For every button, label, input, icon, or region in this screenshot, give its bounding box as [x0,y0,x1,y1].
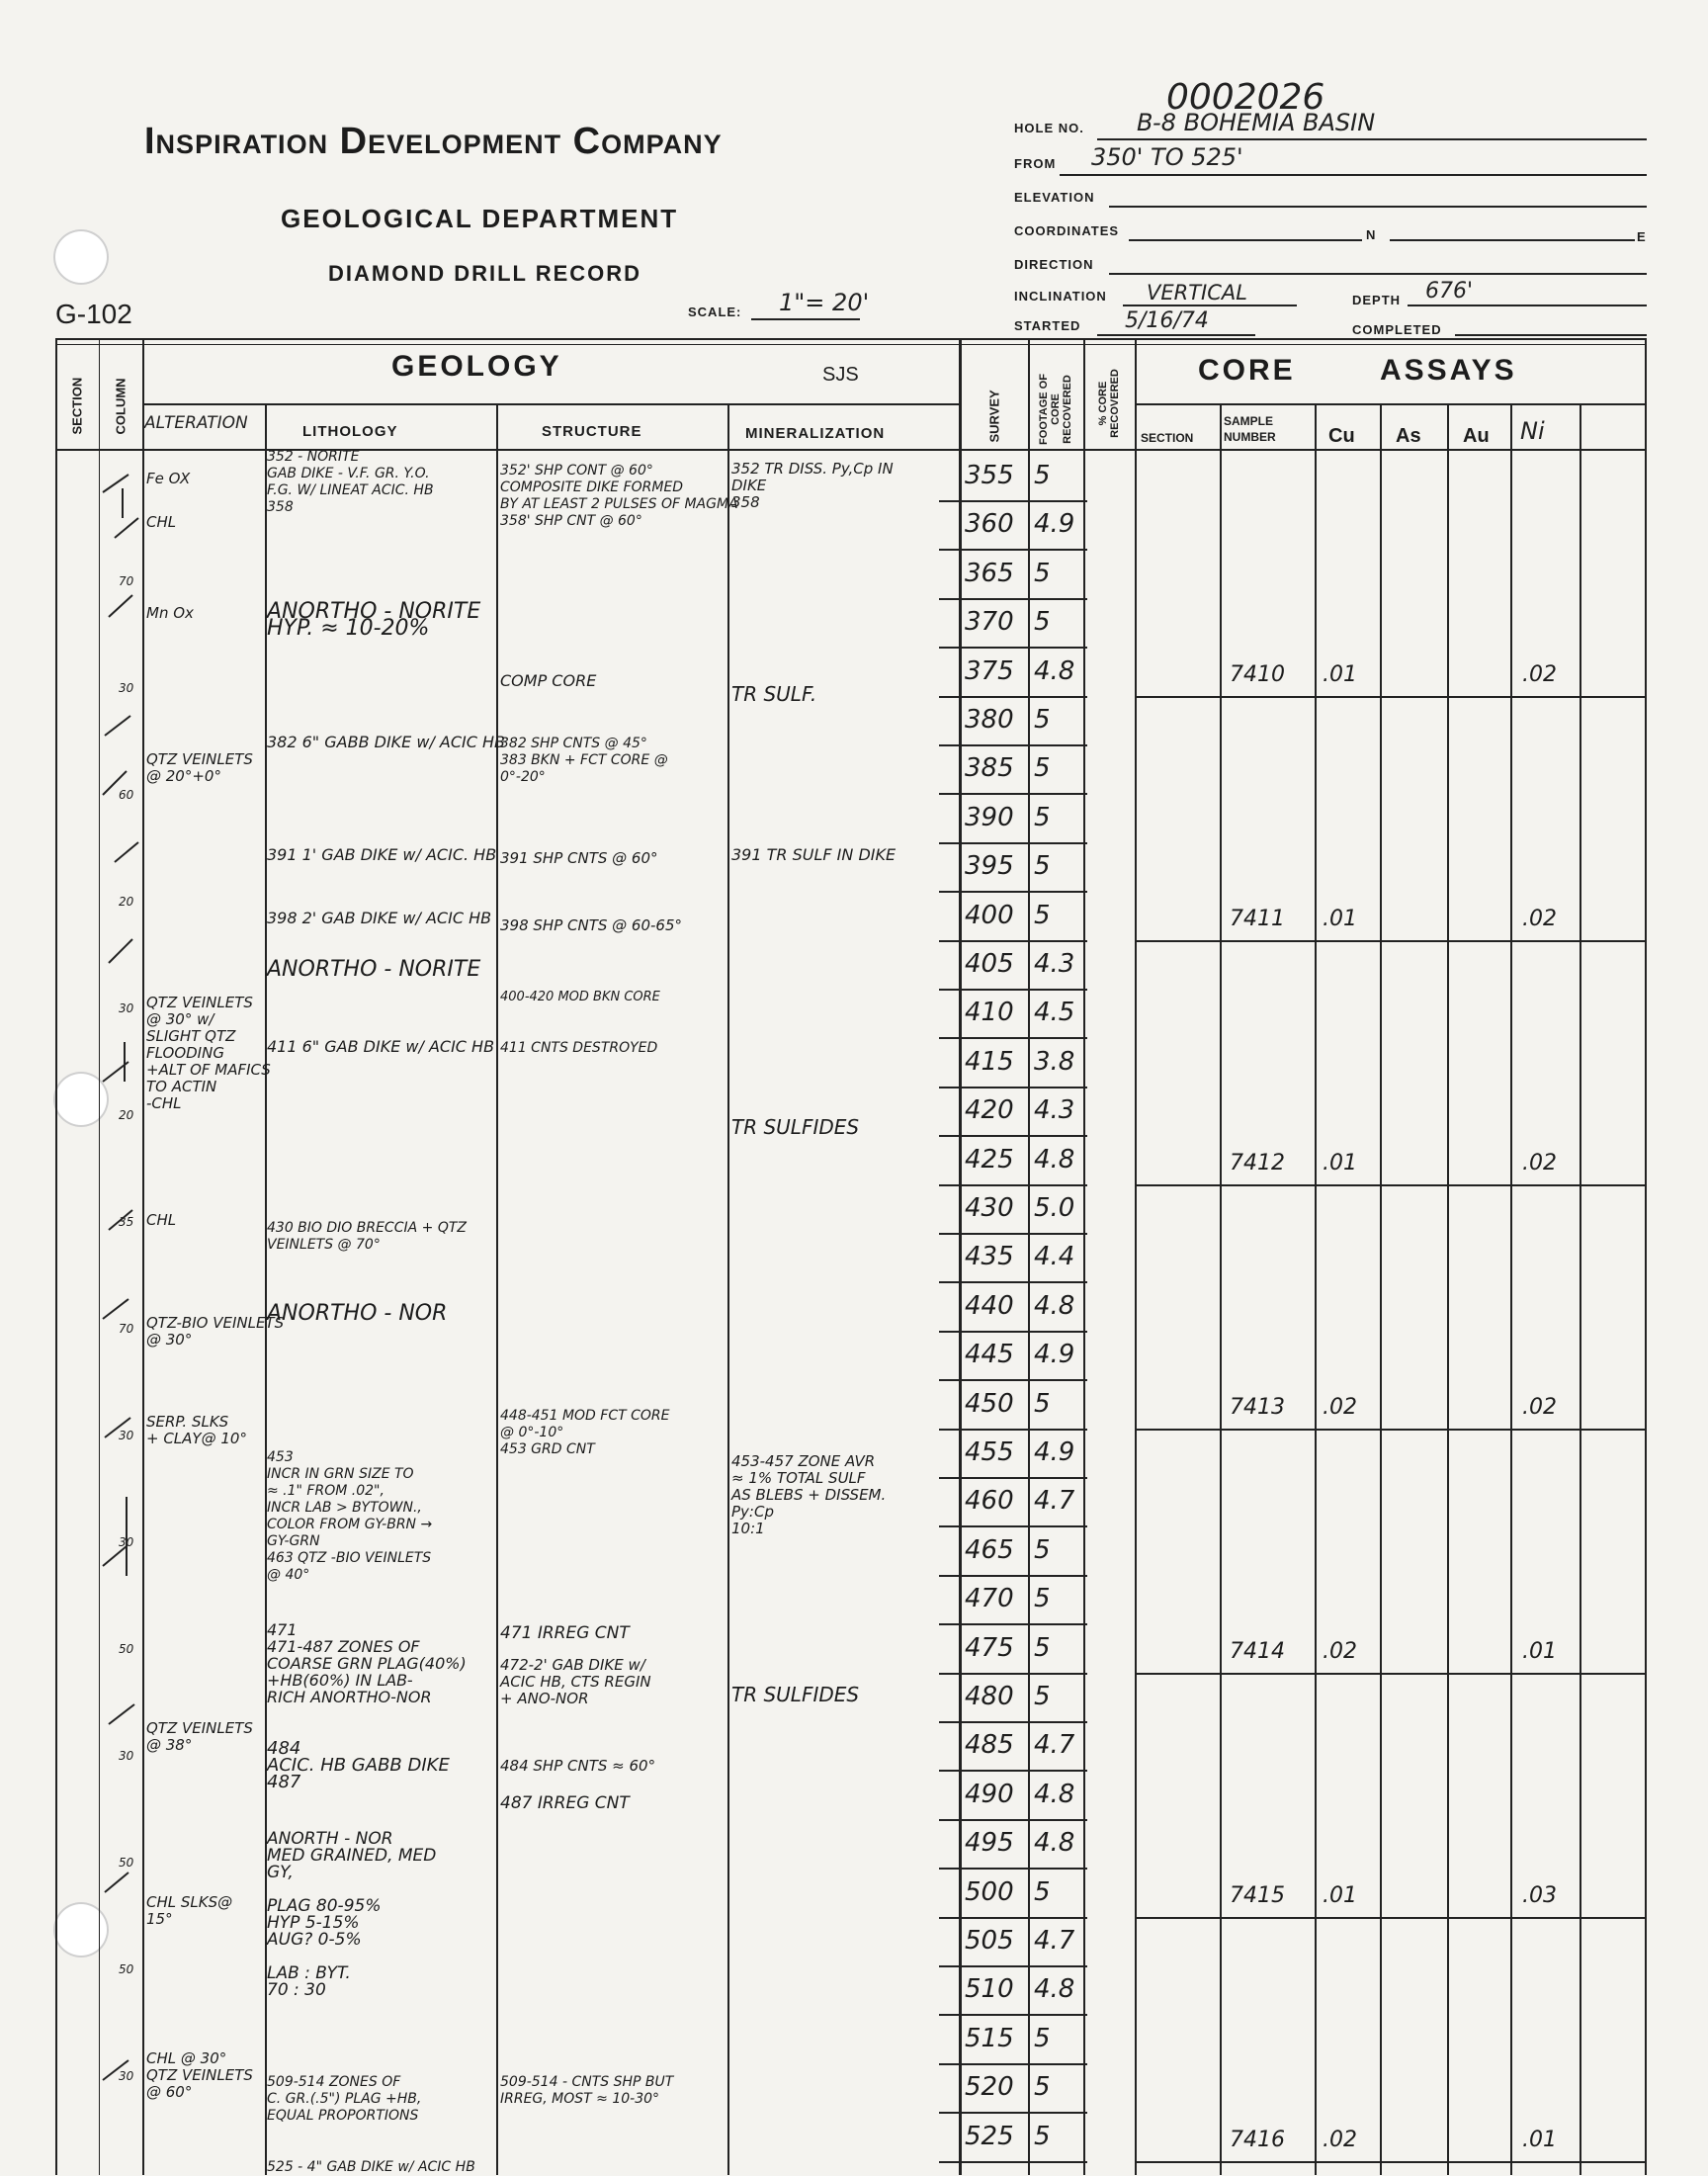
coordinates-label: COORDINATES [1014,223,1120,238]
row-line [939,1037,1087,1039]
assay-cu: .01 [1323,906,1357,931]
lithology-note: 484 ACIC. HB GABB DIKE 487 [267,1738,450,1792]
assay-row-line [1135,940,1645,942]
survey-depth: 385 [965,753,1014,784]
structure-note: 484 SHP CNTS ≈ 60° [500,1757,656,1775]
lithology-note: ANORTH - NOR MED GRAINED, MED GY, PLAG 80-95% HYP 5-15% AUG? 0-5% LAB : BYT. 70 : 30 [267,1829,437,2000]
inclination-label: INCLINATION [1014,289,1107,304]
survey-depth: 485 [965,1730,1014,1761]
direction-label: DIRECTION [1014,257,1094,272]
assay-cu: .01 [1323,1150,1357,1175]
row-line [939,1525,1087,1527]
survey-depth: 510 [965,1974,1014,2005]
row-line [939,2161,1087,2163]
column-dip: 30 [119,1001,134,1015]
column-dip: 30 [119,1429,134,1442]
core-recovered: 4.8 [1034,1290,1075,1321]
mineralization-note: 453-457 ZONE AVR ≈ 1% TOTAL SULF AS BLEBS + DISSEM. Py:Cp 10:1 [731,1452,887,1537]
ni-header: Ni [1520,417,1545,445]
core-recovered: 5 [1034,1534,1051,1565]
row-line [939,1770,1087,1772]
core-recovered: 4.9 [1034,1437,1075,1467]
n-label: N [1366,227,1377,242]
survey-depth: 355 [965,461,1014,490]
cu-header: Cu [1328,425,1355,447]
core-recovered: 5 [1034,1584,1051,1614]
alteration-note: Mn Ox [146,604,194,622]
stamp-number: 0002026 [1166,77,1325,118]
row-line [939,2014,1087,2016]
assay-row-line [1135,2161,1645,2163]
corner-code: G-102 [55,299,132,329]
survey-depth: 495 [965,1828,1014,1859]
row-line [939,696,1087,698]
lithology-note: ANORTHO - NORITE [267,957,481,982]
row-line [939,842,1087,844]
core-recovered: 4.8 [1034,655,1075,686]
column-dip: 50 [119,1856,134,1870]
column-dip: 30 [119,681,134,695]
core-recovered: 5 [1034,900,1051,930]
alteration-note: QTZ-BIO VEINLETS @ 30° [146,1314,285,1349]
survey-depth: 415 [965,1046,1014,1077]
row-line [939,598,1087,600]
row-line [939,1623,1087,1625]
mineralization-note: 352 TR DISS. Py,Cp IN DIKE 358 [731,460,894,511]
mineralization-note: TR SULF. [731,682,817,706]
lithology-note: 430 BIO DIO BRECCIA + QTZ VEINLETS @ 70° [267,1220,467,1253]
row-line [939,500,1087,502]
assay-ni: .01 [1522,1638,1557,1664]
row-line [939,940,1087,942]
assay-section-header: SECTION [1141,431,1194,445]
core-recovered: 5.0 [1034,1193,1075,1223]
core-recovered: 4.7 [1034,1486,1075,1517]
survey-depth: 460 [965,1486,1014,1517]
survey-depth: 435 [965,1242,1014,1272]
core-recovered: 4.8 [1034,1779,1075,1809]
lithology-note: 525 - 4" GAB DIKE w/ ACIC HB [267,2159,475,2175]
pct-recovered-header: % CORE RECOVERED [1097,369,1121,438]
lithology-note: ANORTHO - NORITE HYP. ≈ 10-20% [267,599,481,641]
survey-depth: 375 [965,655,1014,686]
assay-sample: 7413 [1230,1394,1285,1420]
row-line [939,1673,1087,1675]
survey-depth: 400 [965,900,1014,930]
alteration-note: QTZ VEINLETS @ 38° [146,1719,253,1754]
assay-cu: .02 [1323,1638,1357,1664]
core-recovered: 4.3 [1034,949,1075,979]
core-recovered: 4.8 [1034,1828,1075,1859]
row-line [939,1965,1087,1967]
lithology-note: 398 2' GAB DIKE w/ ACIC HB [267,909,492,927]
column-dip: 35 [119,1215,134,1229]
lithology-note: 352 - NORITE GAB DIKE - V.F. GR. Y.O. F.G. W/ LINEAT ACIC. HB 358 [267,449,434,515]
core-recovered: 4.8 [1034,1144,1075,1175]
lithology-header: LITHOLOGY [302,423,398,440]
structure-note: 411 CNTS DESTROYED [500,1040,658,1056]
assay-ni: .02 [1522,906,1557,931]
column-log-svg [99,449,144,2175]
assay-cu: .01 [1323,1882,1357,1908]
assay-sample: 7410 [1230,661,1285,687]
row-line [939,793,1087,795]
survey-depth: 365 [965,558,1014,588]
core-recovered: 5 [1034,2072,1051,2103]
row-line [939,1331,1087,1333]
hole-no-value: B-8 BOHEMIA BASIN [1137,109,1376,136]
row-line [939,1917,1087,1919]
column-dip: 50 [119,1962,134,1976]
depth-label: DEPTH [1352,293,1402,307]
assay-ni: .02 [1522,661,1557,687]
core-recovered: 5 [1034,851,1051,882]
lithology-note: 411 6" GAB DIKE w/ ACIC HB [267,1037,495,1056]
depth-value: 676' [1425,279,1474,304]
row-line [939,1721,1087,1723]
row-line [939,989,1087,991]
e-label: E [1637,229,1647,244]
mineralization-note: TR SULFIDES [731,1683,860,1706]
lithology-note: ANORTHO - NOR [267,1301,448,1326]
row-line [939,891,1087,893]
core-recovered: 5 [1034,607,1051,638]
lithology-note: 391 1' GAB DIKE w/ ACIC. HB [267,845,497,864]
survey-header: SURVEY [986,390,1002,443]
structure-note: 448-451 MOD FCT CORE @ 0°-10° 453 GRD CNT [500,1408,670,1457]
survey-depth: 480 [965,1682,1014,1711]
alteration-note: QTZ VEINLETS @ 30° w/ SLIGHT QTZ FLOODING +ALT OF MAFICS TO ACTIN -CHL [146,994,271,1112]
survey-depth: 520 [965,2072,1014,2103]
survey-depth: 395 [965,851,1014,882]
survey-depth: 505 [965,1926,1014,1956]
assay-sample: 7411 [1230,906,1285,931]
mineralization-note: 391 TR SULF IN DIKE [731,845,897,864]
scale-value: 1"= 20' [779,289,870,316]
column-dip: 70 [119,1322,134,1336]
row-line [939,1087,1087,1088]
core-recovered: 5 [1034,558,1051,588]
structure-note: 382 SHP CNTS @ 45° 383 BKN + FCT CORE @ 0°-20° [500,736,668,785]
row-line [939,1184,1087,1186]
assay-sample: 7414 [1230,1638,1285,1664]
row-line [939,1477,1087,1479]
core-recovered: 5 [1034,802,1051,832]
inclination-value: VERTICAL [1147,281,1247,305]
survey-depth: 455 [965,1437,1014,1467]
lithology-note: 471 471-487 ZONES OF COARSE GRN PLAG(40%) +HB(60%) IN LAB- RICH ANORTHO-NOR [267,1620,467,1706]
survey-depth: 470 [965,1584,1014,1614]
survey-depth: 450 [965,1388,1014,1419]
alteration-note: CHL @ 30° QTZ VEINLETS @ 60° [146,2049,253,2101]
survey-depth: 525 [965,2121,1014,2151]
mineralization-note: TR SULFIDES [731,1115,860,1139]
row-line [939,2112,1087,2114]
assay-sample: 7412 [1230,1150,1285,1175]
core-recovered: 4.4 [1034,1242,1075,1272]
structure-note: COMP CORE [500,671,597,690]
structure-note: 391 SHP CNTS @ 60° [500,849,658,867]
scale-label: SCALE: [688,305,742,319]
row-line [939,2063,1087,2065]
core-recovered: 4.8 [1034,1974,1075,2005]
assay-ni: .01 [1522,2127,1557,2152]
assay-ni: .02 [1522,1150,1557,1175]
row-line [939,1135,1087,1137]
row-line [939,1575,1087,1577]
survey-depth: 390 [965,802,1014,832]
column-dip: 60 [119,788,134,802]
core-recovered: 5 [1034,705,1051,735]
assay-row-line [1135,1917,1645,1919]
row-line [939,549,1087,551]
lithology-note: 509-514 ZONES OF C. GR.(.5") PLAG +HB, EQUAL PROPORTIONS [267,2074,422,2124]
sjs-header: SJS [822,364,859,386]
survey-depth: 445 [965,1340,1014,1370]
structure-note: 487 IRREG CNT [500,1793,630,1813]
column-dip: 30 [119,1749,134,1763]
assay-ni: .03 [1522,1882,1557,1908]
core-recovered: 5 [1034,1388,1051,1419]
survey-depth: 500 [965,1876,1014,1907]
footage-header: FOOTAGE OF CORE RECOVERED [1038,374,1073,445]
survey-depth: 410 [965,998,1014,1028]
assay-row-line [1135,1184,1645,1186]
assay-ni: .02 [1522,1394,1557,1420]
from-value: 350' TO 525' [1091,143,1243,171]
row-line [939,1281,1087,1283]
survey-depth: 360 [965,509,1014,540]
core-header: CORE [1198,354,1296,387]
survey-depth: 465 [965,1534,1014,1565]
column-dip: 30 [119,2069,134,2083]
alteration-note: QTZ VEINLETS @ 20°+0° [146,750,253,785]
assay-cu: .02 [1323,1394,1357,1420]
assay-row-line [1135,1673,1645,1675]
column-dip: 70 [119,574,134,588]
core-recovered: 5 [1034,1876,1051,1907]
survey-depth: 515 [965,2023,1014,2053]
structure-header: STRUCTURE [542,423,642,440]
structure-note: 352' SHP CONT @ 60° COMPOSITE DIKE FORMED BY AT LEAST 2 PULSES OF MAGMA 358' SHP CNT @ 60° [500,463,738,529]
mineralization-header: MINERALIZATION [745,425,886,442]
column-dip: 20 [119,1108,134,1122]
structure-note: 400-420 MOD BKN CORE [500,990,660,1004]
column-dip: 50 [119,1642,134,1656]
row-line [939,1819,1087,1821]
alteration-header: ALTERATION [144,413,248,433]
alteration-note: Fe OX [146,470,191,487]
survey-depth: 420 [965,1095,1014,1126]
core-recovered: 4.9 [1034,509,1075,540]
row-line [939,744,1087,746]
core-recovered: 4.7 [1034,1730,1075,1761]
assay-cu: .01 [1323,661,1357,687]
core-recovered: 3.8 [1034,1046,1075,1077]
column-dip: 30 [119,1535,134,1549]
punch-hole [53,229,109,285]
core-recovered: 5 [1034,1682,1051,1711]
started-label: STARTED [1014,318,1081,333]
assay-sample: 7415 [1230,1882,1285,1908]
company-name: Inspiration Development Company [144,121,723,162]
assay-row-line [1135,1429,1645,1431]
au-header: Au [1463,425,1490,447]
department-title: GEOLOGICAL DEPARTMENT [281,204,679,233]
structure-note: 509-514 - CNTS SHP BUT IRREG, MOST ≈ 10-30° [500,2074,674,2107]
assay-row-line [1135,696,1645,698]
alteration-note: CHL [146,1211,177,1229]
section-header: SECTION [69,377,85,435]
lithology-note: 382 6" GABB DIKE w/ ACIC HB [267,733,506,751]
as-header: As [1396,425,1421,447]
from-label: FROM [1014,156,1057,171]
core-recovered: 4.5 [1034,998,1075,1028]
survey-depth: 440 [965,1290,1014,1321]
assays-header: ASSAYS [1380,354,1517,387]
elevation-label: ELEVATION [1014,190,1095,205]
row-line [939,647,1087,649]
record-type: DIAMOND DRILL RECORD [328,261,642,286]
core-recovered: 5 [1034,753,1051,784]
lithology-note: 453 INCR IN GRN SIZE TO ≈ .1" FROM .02", INCR LAB > BYTOWN., COLOR FROM GY-BRN → GY-GRN 463 QTZ -BIO VEINLETS @ 40° [267,1449,433,1583]
hole-no-label: HOLE NO. [1014,121,1084,135]
alteration-note: CHL SLKS@ 15° [146,1893,233,1928]
survey-depth: 425 [965,1144,1014,1175]
alteration-note: SERP. SLKS + CLAY@ 10° [146,1413,247,1447]
row-line [939,1379,1087,1381]
assay-cu: .02 [1323,2127,1357,2152]
survey-depth: 380 [965,705,1014,735]
survey-depth: 475 [965,1632,1014,1663]
column-dip: 20 [119,895,134,909]
structure-note: 472-2' GAB DIKE w/ ACIC HB, CTS REGIN + ANO-NOR [500,1656,651,1707]
geology-header: GEOLOGY [391,350,562,383]
alteration-note: CHL [146,513,177,531]
core-recovered: 5 [1034,2121,1051,2151]
assay-sample: 7416 [1230,2127,1285,2152]
structure-note: 398 SHP CNTS @ 60-65° [500,916,683,934]
row-line [939,1868,1087,1870]
core-recovered: 4.7 [1034,1926,1075,1956]
core-recovered: 5 [1034,2023,1051,2053]
core-recovered: 5 [1034,1632,1051,1663]
row-line [939,1233,1087,1235]
survey-depth: 430 [965,1193,1014,1223]
structure-note: 471 IRREG CNT [500,1623,630,1643]
column-header: COLUMN [113,378,128,435]
completed-label: COMPLETED [1352,322,1442,337]
sample-number-header: SAMPLE NUMBER [1224,414,1276,444]
row-line [939,1429,1087,1431]
survey-depth: 370 [965,607,1014,638]
core-recovered: 5 [1034,461,1051,490]
survey-depth: 490 [965,1779,1014,1809]
started-value: 5/16/74 [1125,308,1209,333]
survey-depth: 405 [965,949,1014,979]
core-recovered: 4.9 [1034,1340,1075,1370]
core-recovered: 4.3 [1034,1095,1075,1126]
